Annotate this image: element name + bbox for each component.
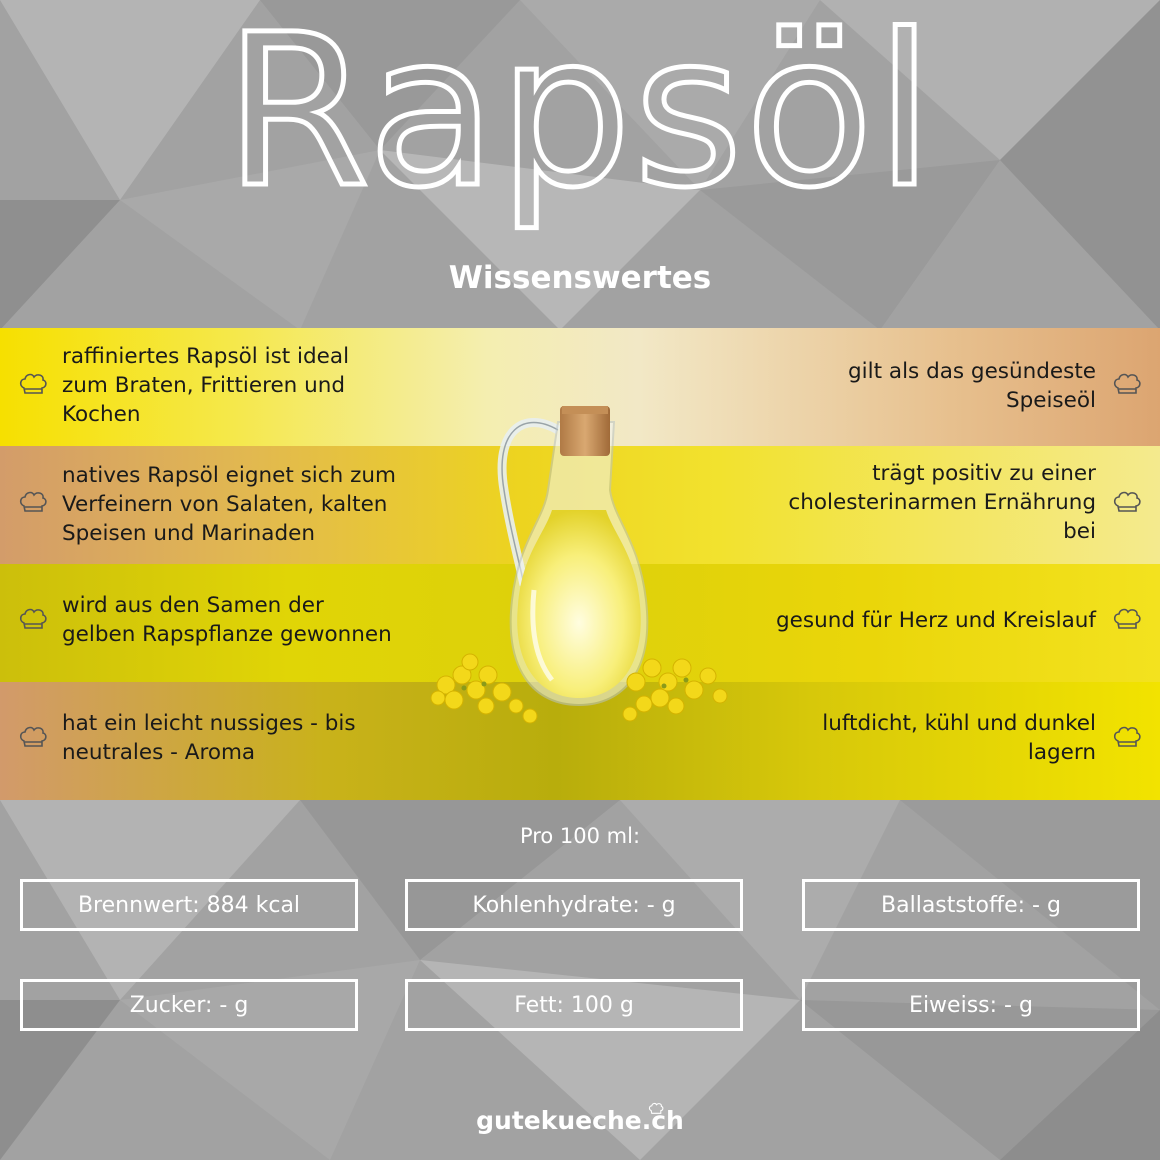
nutrition-heading: Pro 100 ml: bbox=[519, 824, 641, 848]
fact-right-3: gesund für Herz und Kreislauf bbox=[776, 608, 1096, 633]
fact-left-3: wird aus den Samen der gelben Rapspflanze gewonnen bbox=[62, 593, 392, 647]
subtitle: Wissenswertes bbox=[448, 260, 712, 296]
page-title: Rapsöl bbox=[224, 0, 936, 234]
chef-hat-icon bbox=[1112, 605, 1142, 631]
nutrition-fat: Fett: 100 g bbox=[405, 979, 743, 1031]
chef-hat-icon bbox=[1112, 723, 1142, 749]
chef-hat-icon bbox=[18, 605, 48, 631]
chef-hat-icon bbox=[18, 370, 48, 396]
chef-hat-icon bbox=[648, 1101, 664, 1115]
fact-left-2: natives Rapsöl eignet sich zum Verfeinern von Salaten, kalten Speisen und Marinaden bbox=[62, 463, 396, 546]
fact-left-4: hat ein leicht nussiges - bis neutrales - Aroma bbox=[62, 711, 356, 765]
chef-hat-icon bbox=[18, 488, 48, 514]
fact-right-2: trägt positiv zu einer cholesterinarmen Ernährung bei bbox=[788, 461, 1096, 544]
fact-right-1: gilt als das gesündeste Speiseöl bbox=[848, 359, 1096, 413]
oil-bottle-illustration bbox=[424, 400, 734, 730]
nutrition-carbohydrates: Kohlenhydrate: - g bbox=[405, 879, 743, 931]
chef-hat-icon bbox=[1112, 370, 1142, 396]
nutrition-sugar: Zucker: - g bbox=[20, 979, 358, 1031]
fact-left-1: raffiniertes Rapsöl ist ideal zum Braten, Frittieren und Kochen bbox=[62, 344, 350, 427]
nutrition-energy: Brennwert: 884 kcal bbox=[20, 879, 358, 931]
nutrition-protein: Eiweiss: - g bbox=[802, 979, 1140, 1031]
chef-hat-icon bbox=[18, 723, 48, 749]
nutrition-fiber: Ballaststoffe: - g bbox=[802, 879, 1140, 931]
fact-right-4: luftdicht, kühl und dunkel lagern bbox=[822, 711, 1096, 765]
chef-hat-icon bbox=[1112, 488, 1142, 514]
site-logo-text[interactable]: gutekueche.ch bbox=[476, 1106, 684, 1135]
